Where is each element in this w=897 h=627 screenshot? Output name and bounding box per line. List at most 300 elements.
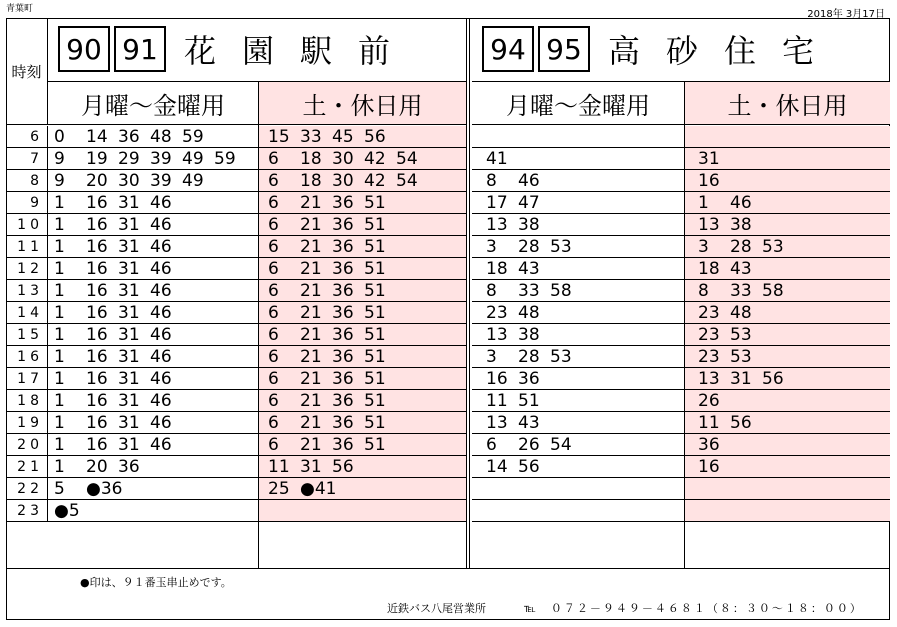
hour-label: 13: [6, 280, 48, 302]
departure-cell: [48, 324, 258, 346]
departure-minute: 30: [118, 171, 140, 191]
departure-minute: 1: [54, 325, 65, 345]
departure-minute: 18: [486, 259, 508, 279]
route-1-weekday-header: 月曜～金曜用: [48, 81, 258, 125]
departure-minute: 28: [518, 347, 540, 367]
departure-minute: 36: [332, 303, 354, 323]
departure-minute: 21: [300, 259, 322, 279]
departure-cell: [684, 346, 890, 368]
departure-minute: 58: [762, 281, 784, 301]
departure-minute: 46: [150, 259, 172, 279]
departure-cell: [48, 390, 258, 412]
departure-minute: 26: [518, 435, 540, 455]
hour-label: 22: [6, 478, 48, 500]
departure-minute: 46: [150, 215, 172, 235]
departure-minute: 33: [730, 281, 752, 301]
departure-minute: 28: [518, 237, 540, 257]
departure-minute: 6: [268, 347, 279, 367]
departure-minute: 16: [86, 435, 108, 455]
departure-minute: 51: [364, 369, 386, 389]
departure-minute: 6: [486, 435, 497, 455]
hour-label: 17: [6, 368, 48, 390]
departure-cell: [48, 500, 258, 522]
departure-cell: [472, 280, 684, 302]
departure-minute: 51: [364, 325, 386, 345]
departure-minute: 51: [364, 215, 386, 235]
departure-cell: [48, 434, 258, 456]
departure-minute: 16: [86, 193, 108, 213]
departure-minute: 54: [550, 435, 572, 455]
departure-minute: 54: [396, 149, 418, 169]
departure-minute: 49: [182, 171, 204, 191]
departure-cell: [48, 280, 258, 302]
departure-minute: 21: [300, 391, 322, 411]
departure-minute: 45: [332, 127, 354, 147]
departure-minute: 6: [268, 171, 279, 191]
departure-minute: 13: [698, 369, 720, 389]
departure-minute: 46: [150, 391, 172, 411]
departure-minute: ●41: [300, 479, 337, 499]
departure-minute: 20: [86, 457, 108, 477]
departure-cell: [48, 214, 258, 236]
departure-minute: 1: [54, 413, 65, 433]
departure-minute: 31: [118, 325, 140, 345]
departure-minute: 21: [300, 193, 322, 213]
departure-minute: 48: [150, 127, 172, 147]
departure-minute: 16: [698, 171, 720, 191]
departure-cell: [258, 192, 466, 214]
departure-minute: 15: [268, 127, 290, 147]
departure-minute: 26: [698, 391, 720, 411]
departure-cell: [48, 236, 258, 258]
departure-cell: [684, 324, 890, 346]
hour-label: 16: [6, 346, 48, 368]
departure-minute: 36: [332, 435, 354, 455]
departure-cell: [258, 390, 466, 412]
departure-minute: 6: [268, 413, 279, 433]
departure-minute: 6: [268, 325, 279, 345]
departure-minute: 42: [364, 171, 386, 191]
departure-minute: 31: [118, 237, 140, 257]
separator-line: [6, 568, 890, 569]
departure-minute: 36: [332, 413, 354, 433]
departure-cell: [258, 500, 466, 522]
departure-minute: 16: [486, 369, 508, 389]
departure-minute: 53: [730, 347, 752, 367]
departure-minute: 46: [150, 347, 172, 367]
departure-minute: 36: [332, 215, 354, 235]
departure-minute: 1: [54, 435, 65, 455]
departure-minute: 31: [118, 303, 140, 323]
departure-minute: 1: [54, 215, 65, 235]
departure-minute: 6: [268, 303, 279, 323]
departure-minute: 6: [268, 259, 279, 279]
departure-cell: [258, 148, 466, 170]
departure-minute: 39: [150, 149, 172, 169]
departure-minute: 5: [54, 479, 65, 499]
departure-minute: ●5: [54, 501, 80, 521]
departure-cell: [684, 302, 890, 324]
departure-minute: 46: [150, 281, 172, 301]
departure-cell: [258, 478, 466, 500]
departure-cell: [258, 258, 466, 280]
departure-minute: 1: [54, 457, 65, 477]
departure-cell: [48, 346, 258, 368]
departure-minute: 29: [118, 149, 140, 169]
departure-minute: 1: [54, 281, 65, 301]
departure-minute: 16: [86, 281, 108, 301]
departure-minute: 1: [54, 193, 65, 213]
departure-minute: 31: [118, 347, 140, 367]
departure-cell: [684, 170, 890, 192]
route-2-header: [482, 18, 890, 80]
departure-minute: 16: [86, 325, 108, 345]
route-2-holiday-header: 土・休日用: [684, 81, 890, 125]
separator-line: [258, 81, 259, 568]
departure-cell: [684, 500, 890, 522]
departure-minute: 42: [364, 149, 386, 169]
departure-cell: [472, 148, 684, 170]
departure-minute: 0: [54, 127, 65, 147]
departure-cell: [684, 258, 890, 280]
departure-minute: 16: [698, 457, 720, 477]
departure-cell: [258, 368, 466, 390]
departure-minute: 56: [762, 369, 784, 389]
departure-minute: 59: [214, 149, 236, 169]
departure-minute: 59: [182, 127, 204, 147]
departure-minute: 18: [698, 259, 720, 279]
departure-cell: [472, 192, 684, 214]
departure-cell: [472, 126, 684, 148]
departure-minute: 16: [86, 369, 108, 389]
departure-cell: [684, 236, 890, 258]
departure-cell: [48, 368, 258, 390]
hour-label: 15: [6, 324, 48, 346]
departure-minute: 51: [364, 413, 386, 433]
departure-minute: 14: [486, 457, 508, 477]
departure-minute: 6: [268, 215, 279, 235]
departure-cell: [48, 258, 258, 280]
departure-cell: [684, 214, 890, 236]
footnote: ●印は、９１番玉串止めです。: [80, 576, 232, 589]
departure-minute: 21: [300, 413, 322, 433]
departure-minute: 1: [54, 369, 65, 389]
departure-minute: 53: [550, 347, 572, 367]
departure-minute: 46: [518, 171, 540, 191]
separator-line: [684, 81, 685, 568]
departure-minute: 36: [332, 391, 354, 411]
departure-cell: [258, 346, 466, 368]
departure-minute: 31: [118, 391, 140, 411]
departure-minute: 46: [150, 303, 172, 323]
departure-minute: 16: [86, 215, 108, 235]
departure-minute: 53: [762, 237, 784, 257]
departure-cell: [684, 390, 890, 412]
departure-minute: 18: [300, 149, 322, 169]
route-destination: 高砂住宅: [608, 32, 841, 70]
departure-minute: 16: [86, 303, 108, 323]
departure-minute: 48: [730, 303, 752, 323]
departure-minute: 51: [364, 193, 386, 213]
departure-cell: [48, 478, 258, 500]
departure-cell: [472, 478, 684, 500]
departure-minute: 46: [150, 435, 172, 455]
departure-minute: 20: [86, 171, 108, 191]
route-destination: 花園駅前: [184, 32, 417, 70]
departure-cell: [472, 258, 684, 280]
departure-minute: 46: [150, 237, 172, 257]
departure-minute: 6: [268, 435, 279, 455]
office-phone: ℡ ０７２－９４９－４６８１（８：３０～１８：００）: [524, 602, 863, 615]
departure-cell: [48, 126, 258, 148]
departure-cell: [472, 346, 684, 368]
departure-minute: 11: [268, 457, 290, 477]
office-name: 近鉄バス八尾営業所: [387, 602, 486, 615]
departure-cell: [472, 368, 684, 390]
departure-minute: 13: [698, 215, 720, 235]
departure-minute: 36: [118, 127, 140, 147]
departure-minute: 8: [486, 281, 497, 301]
departure-minute: 48: [518, 303, 540, 323]
departure-minute: 6: [268, 237, 279, 257]
hour-label: 20: [6, 434, 48, 456]
departure-minute: 21: [300, 347, 322, 367]
departure-cell: [258, 170, 466, 192]
departure-cell: [258, 412, 466, 434]
departure-minute: 6: [268, 369, 279, 389]
departure-minute: 25: [268, 479, 290, 499]
departure-minute: 31: [118, 435, 140, 455]
departure-minute: 36: [332, 347, 354, 367]
departure-minute: 33: [300, 127, 322, 147]
departure-cell: [684, 478, 890, 500]
departure-minute: 36: [118, 457, 140, 477]
hour-label: 14: [6, 302, 48, 324]
departure-minute: 46: [150, 325, 172, 345]
departure-minute: 23: [486, 303, 508, 323]
departure-minute: 13: [486, 215, 508, 235]
departure-minute: 46: [150, 413, 172, 433]
route-1-header: [58, 18, 466, 80]
departure-minute: 14: [86, 127, 108, 147]
departure-minute: 16: [86, 237, 108, 257]
hour-column-header: 時刻: [6, 18, 48, 125]
departure-cell: [684, 368, 890, 390]
departure-cell: [48, 412, 258, 434]
departure-minute: 31: [698, 149, 720, 169]
hour-label: 23: [6, 500, 48, 522]
departure-minute: 31: [118, 413, 140, 433]
departure-minute: 31: [118, 281, 140, 301]
departure-minute: 23: [698, 303, 720, 323]
departure-minute: 43: [518, 413, 540, 433]
departure-cell: [472, 456, 684, 478]
departure-cell: [684, 434, 890, 456]
departure-cell: [258, 214, 466, 236]
departure-minute: 3: [486, 237, 497, 257]
departure-minute: 21: [300, 237, 322, 257]
hour-label: 12: [6, 258, 48, 280]
departure-cell: [258, 236, 466, 258]
departure-minute: 21: [300, 215, 322, 235]
departure-cell: [48, 192, 258, 214]
departure-minute: 3: [698, 237, 709, 257]
departure-minute: 56: [364, 127, 386, 147]
hour-label: 10: [6, 214, 48, 236]
departure-minute: 1: [54, 259, 65, 279]
hour-label: 21: [6, 456, 48, 478]
departure-minute: 46: [150, 193, 172, 213]
departure-cell: [258, 280, 466, 302]
departure-minute: 49: [182, 149, 204, 169]
departure-minute: 30: [332, 149, 354, 169]
departure-minute: 13: [486, 413, 508, 433]
departure-minute: 21: [300, 281, 322, 301]
departure-minute: 51: [364, 303, 386, 323]
departure-minute: 56: [730, 413, 752, 433]
departure-minute: 36: [698, 435, 720, 455]
departure-cell: [684, 412, 890, 434]
departure-cell: [472, 412, 684, 434]
departure-minute: 9: [54, 171, 65, 191]
departure-minute: 16: [86, 347, 108, 367]
route-number: 95: [538, 26, 590, 72]
departure-minute: 58: [550, 281, 572, 301]
departure-minute: 21: [300, 303, 322, 323]
departure-minute: 6: [268, 193, 279, 213]
departure-minute: 31: [118, 259, 140, 279]
departure-minute: 39: [150, 171, 172, 191]
hour-label: 6: [6, 126, 48, 148]
route-number: 91: [114, 26, 166, 72]
departure-cell: [472, 170, 684, 192]
departure-minute: 1: [698, 193, 709, 213]
departure-minute: 1: [54, 347, 65, 367]
departure-minute: 36: [332, 369, 354, 389]
departure-minute: 51: [364, 281, 386, 301]
departure-minute: 28: [730, 237, 752, 257]
departure-cell: [472, 500, 684, 522]
departure-minute: 36: [332, 237, 354, 257]
departure-cell: [684, 126, 890, 148]
departure-minute: 38: [730, 215, 752, 235]
departure-minute: 31: [118, 369, 140, 389]
route-2-weekday-header: 月曜～金曜用: [472, 81, 684, 125]
departure-minute: ●36: [86, 479, 123, 499]
departure-minute: 51: [364, 347, 386, 367]
hour-label: 18: [6, 390, 48, 412]
departure-cell: [472, 236, 684, 258]
departure-minute: 53: [550, 237, 572, 257]
departure-minute: 8: [698, 281, 709, 301]
departure-minute: 21: [300, 435, 322, 455]
departure-cell: [684, 148, 890, 170]
departure-minute: 11: [698, 413, 720, 433]
departure-minute: 21: [300, 369, 322, 389]
hour-label: 19: [6, 412, 48, 434]
departure-minute: 9: [54, 149, 65, 169]
departure-minute: 23: [698, 347, 720, 367]
departure-cell: [472, 214, 684, 236]
route-number: 90: [58, 26, 110, 72]
departure-minute: 56: [332, 457, 354, 477]
departure-minute: 43: [518, 259, 540, 279]
departure-minute: 19: [86, 149, 108, 169]
departure-minute: 36: [332, 325, 354, 345]
departure-cell: [258, 434, 466, 456]
departure-minute: 31: [118, 193, 140, 213]
departure-cell: [684, 456, 890, 478]
departure-minute: 54: [396, 171, 418, 191]
departure-minute: 38: [518, 215, 540, 235]
departure-minute: 6: [268, 281, 279, 301]
departure-minute: 51: [364, 237, 386, 257]
departure-cell: [684, 192, 890, 214]
departure-cell: [258, 324, 466, 346]
departure-minute: 1: [54, 303, 65, 323]
departure-minute: 16: [86, 413, 108, 433]
departure-cell: [472, 324, 684, 346]
departure-minute: 3: [486, 347, 497, 367]
departure-minute: 8: [486, 171, 497, 191]
departure-cell: [684, 280, 890, 302]
departure-cell: [472, 302, 684, 324]
departure-cell: [258, 456, 466, 478]
route-divider: [466, 18, 470, 568]
departure-minute: 13: [486, 325, 508, 345]
departure-minute: 36: [518, 369, 540, 389]
departure-minute: 31: [730, 369, 752, 389]
departure-minute: 18: [300, 171, 322, 191]
departure-cell: [472, 390, 684, 412]
departure-minute: 6: [268, 149, 279, 169]
departure-cell: [258, 126, 466, 148]
departure-minute: 1: [54, 237, 65, 257]
departure-minute: 36: [332, 281, 354, 301]
route-1-holiday-header: 土・休日用: [258, 81, 466, 125]
hour-label: 11: [6, 236, 48, 258]
departure-cell: [48, 456, 258, 478]
departure-minute: 31: [300, 457, 322, 477]
stop-name: 青葉町: [6, 4, 34, 14]
departure-minute: 53: [730, 325, 752, 345]
departure-minute: 33: [518, 281, 540, 301]
hour-label: 8: [6, 170, 48, 192]
departure-minute: 17: [486, 193, 508, 213]
route-number: 94: [482, 26, 534, 72]
departure-cell: [472, 434, 684, 456]
issue-date: 2018年 3月17日: [807, 9, 885, 20]
departure-minute: 43: [730, 259, 752, 279]
departure-minute: 51: [364, 259, 386, 279]
departure-minute: 16: [86, 391, 108, 411]
departure-minute: 21: [300, 325, 322, 345]
departure-minute: 11: [486, 391, 508, 411]
departure-minute: 36: [332, 193, 354, 213]
departure-minute: 51: [364, 391, 386, 411]
hour-label: 9: [6, 192, 48, 214]
departure-minute: 47: [518, 193, 540, 213]
departure-minute: 16: [86, 259, 108, 279]
departure-minute: 51: [518, 391, 540, 411]
departure-minute: 36: [332, 259, 354, 279]
departure-cell: [258, 302, 466, 324]
departure-minute: 31: [118, 215, 140, 235]
departure-minute: 38: [518, 325, 540, 345]
departure-minute: 23: [698, 325, 720, 345]
departure-minute: 6: [268, 391, 279, 411]
hour-label: 7: [6, 148, 48, 170]
